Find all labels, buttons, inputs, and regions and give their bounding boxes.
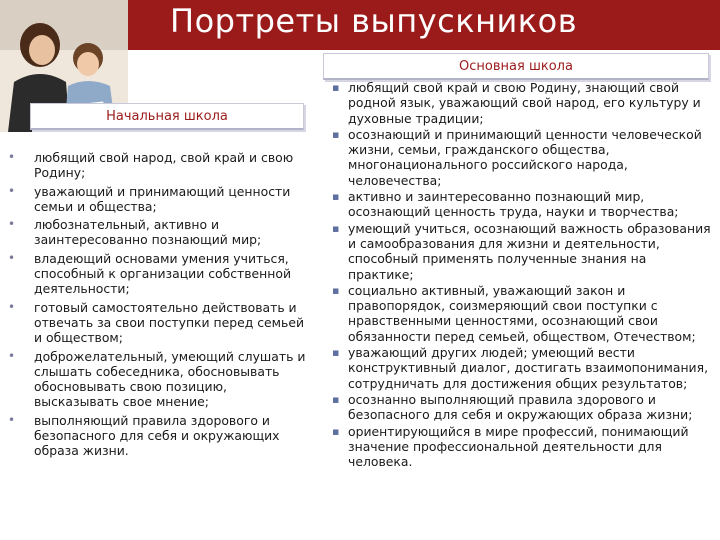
list-item xyxy=(8,300,308,346)
bullet-icon: • xyxy=(8,299,16,314)
list-item xyxy=(8,251,308,297)
primary-school-heading: Начальная школа xyxy=(30,103,304,130)
list-item-text: осознанно выполняющий правила здорового и безопасного для себя и окружающих образа жизни; xyxy=(348,391,693,423)
bullet-icon: • xyxy=(8,183,16,198)
list-item-text: социально активный, уважающий закон и правопорядок, соизмеряющий свои поступки с нравственными ценностями, осознающий свои обязанности перед семьей, обществом, Отечеством; xyxy=(348,282,696,344)
list-item xyxy=(8,217,308,248)
bullet-icon: • xyxy=(8,412,16,427)
basic-school-list xyxy=(332,80,712,470)
list-item-text: умеющий учиться, осознающий важность образования и самообразования для жизни и деятельности, способный применять полученные знания на практике; xyxy=(348,220,711,282)
list-item xyxy=(332,189,712,220)
square-bullet-icon: ▪ xyxy=(332,81,340,94)
bullet-icon: • xyxy=(8,250,16,265)
bullet-icon: • xyxy=(8,217,16,232)
list-item xyxy=(8,150,308,181)
square-bullet-icon: ▪ xyxy=(332,424,340,438)
list-item xyxy=(332,345,712,391)
square-bullet-icon: ▪ xyxy=(332,190,340,204)
list-item xyxy=(8,184,308,215)
list-item xyxy=(332,283,712,344)
list-item-text: любящий свой народ, свой край и свою Родину; xyxy=(34,150,294,181)
list-item-text: владеющий основами умения учиться, способный к организации собственной деятельности; xyxy=(34,250,292,297)
list-item-text: ориентирующийся в мире профессий, понимающий значение профессиональной деятельности для человека. xyxy=(348,423,689,470)
basic-school-heading: Основная школа xyxy=(323,53,709,80)
list-item xyxy=(332,392,712,423)
list-item-text: осознающий и принимающий ценности человеческой жизни, семьи, гражданского общества, многонационального российского народа, человечества; xyxy=(348,126,702,188)
list-item-text: доброжелательный, умеющий слушать и слышать собеседника, обосновывать обосновывать свою позицию, высказывать свое мнение; xyxy=(34,348,306,410)
list-item xyxy=(8,349,308,410)
list-item-text: любящий свой край и свою Родину, знающий свой родной язык, уважающий свой народ, его культуру и духовные традиции; xyxy=(348,80,701,126)
square-bullet-icon: ▪ xyxy=(332,392,340,406)
list-item-text: готовый самостоятельно действовать и отвечать за свои поступки перед семьей и обществом; xyxy=(34,299,305,346)
square-bullet-icon: ▪ xyxy=(332,127,340,141)
list-item-text: активно и заинтересованно познающий мир, осознающий ценность труда, науки и творчества; xyxy=(348,189,679,220)
square-bullet-icon: ▪ xyxy=(332,221,340,235)
page-title: Портреты выпускников xyxy=(170,2,578,40)
primary-school-list xyxy=(8,150,308,462)
list-item-text: уважающий других людей; умеющий вести конструктивный диалог, достигать взаимопонимания, сотрудничать для достижения общих результатов; xyxy=(348,345,709,391)
list-item xyxy=(332,424,712,470)
list-item xyxy=(8,413,308,459)
list-item-text: выполняющий правила здорового и безопасного для себя и окружающих образа жизни. xyxy=(34,412,280,459)
square-bullet-icon: ▪ xyxy=(332,346,340,360)
bullet-icon: • xyxy=(8,150,16,164)
square-bullet-icon: ▪ xyxy=(332,283,340,297)
list-item-text: уважающий и принимающий ценности семьи и общества; xyxy=(34,183,291,214)
list-item-text: любознательный, активно и заинтересованно познающий мир; xyxy=(34,217,262,248)
list-item xyxy=(332,127,712,188)
bullet-icon: • xyxy=(8,348,16,363)
list-item xyxy=(332,80,712,126)
list-item xyxy=(332,221,712,282)
